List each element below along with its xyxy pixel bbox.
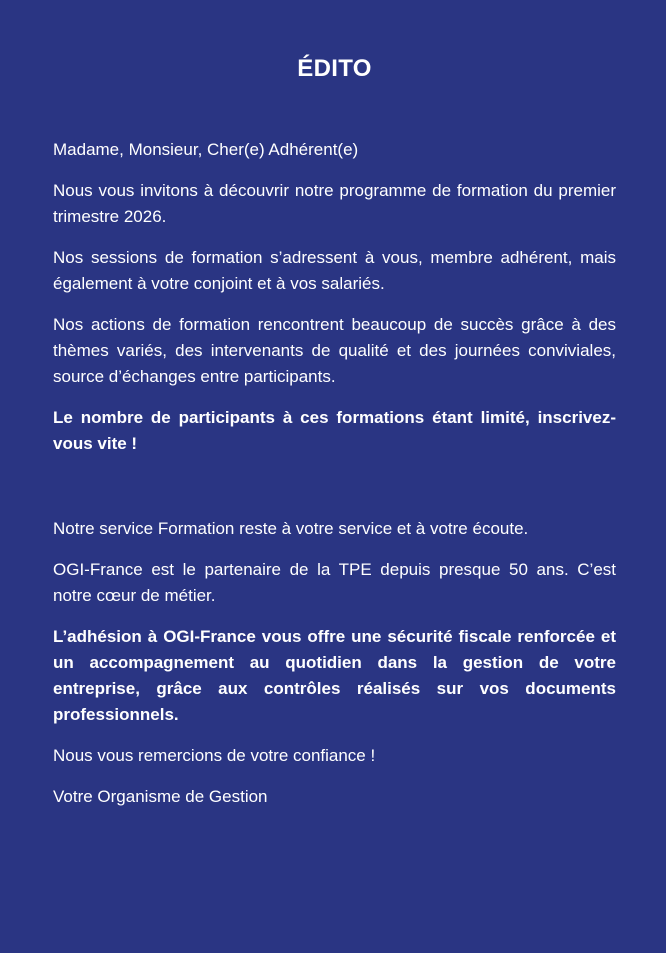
page-title: ÉDITO — [297, 55, 372, 82]
section-spacer — [53, 472, 616, 516]
invitation-paragraph: Nous vous invitons à découvrir notre programme de formation du premier trimestre 2026. — [53, 181, 616, 226]
audience-paragraph: Nos sessions de formation s’adressent à vous, membre adhérent, mais également à votre conjoint et à vos salariés. — [53, 248, 616, 293]
membership-paragraph: L’adhésion à OGI-France vous offre une sécurité fiscale renforcée et un accompagnement au quotidien dans la gestion de votre entreprise, grâce aux contrôles réalisés sur vos documents professionnels. — [53, 627, 616, 724]
signature-paragraph: Votre Organisme de Gestion — [53, 787, 268, 806]
service-paragraph: Notre service Formation reste à votre service et à votre écoute. — [53, 519, 529, 538]
partner-paragraph: OGI-France est le partenaire de la TPE depuis presque 50 ans. C’est notre cœur de métier. — [53, 560, 616, 605]
limited-seats-paragraph: Le nombre de participants à ces formations étant limité, inscrivez-vous vite ! — [53, 408, 616, 453]
greeting-paragraph: Madame, Monsieur, Cher(e) Adhérent(e) — [53, 140, 359, 159]
thanks-paragraph: Nous vous remercions de votre confiance ! — [53, 746, 376, 765]
success-paragraph: Nos actions de formation rencontrent beaucoup de succès grâce à des thèmes variés, des intervenants de qualité et des journées conviviales, source d’échanges entre participants. — [53, 315, 616, 386]
edito-body — [53, 137, 616, 810]
